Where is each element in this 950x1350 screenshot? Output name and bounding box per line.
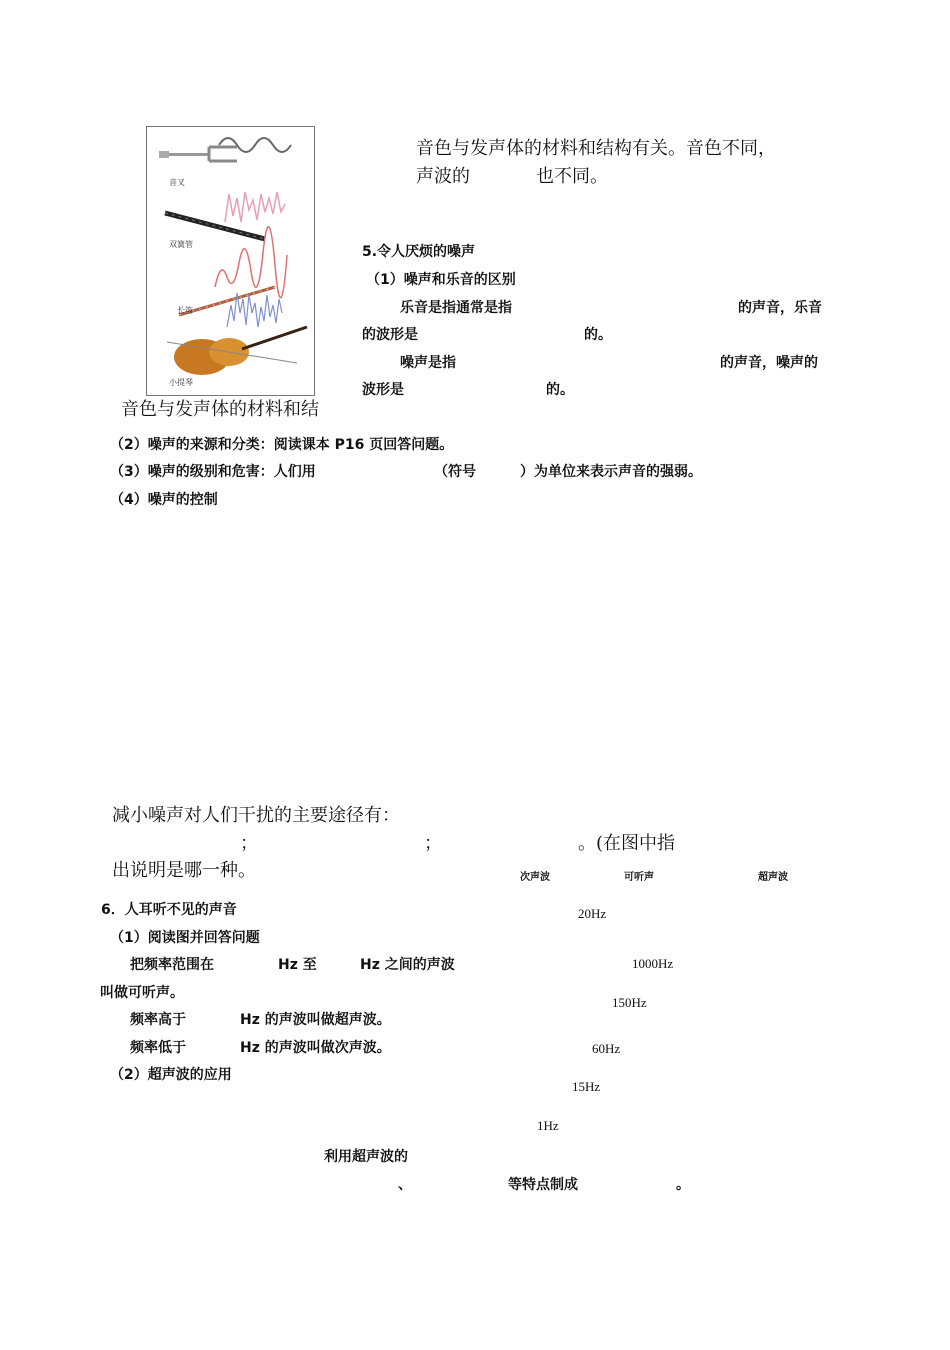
ultrasound-def-a: 频率高于 (130, 1012, 186, 1028)
freq-label-60hz: 60Hz (592, 1041, 621, 1056)
ultrasound-use-b: 等特点制成 (508, 1177, 578, 1193)
noise-waveform-a: 波形是 (362, 382, 404, 398)
fig-label-oboe: 双簧管 (169, 240, 193, 249)
oboe-icon (165, 213, 265, 239)
tuning-fork-icon (159, 147, 237, 161)
freq-label-1hz: 1Hz (537, 1118, 559, 1133)
fig-label-flute: 长笛 (177, 306, 193, 315)
music-waveform-b: 的。 (584, 327, 612, 343)
ultrasound-use-comma: 、 (398, 1177, 412, 1193)
section-5-sub-3b: （符号 (434, 464, 476, 480)
violin-icon (167, 327, 307, 375)
freq-label-15hz: 15Hz (572, 1079, 601, 1094)
noise-definition-a: 噪声是指 (400, 355, 456, 371)
semicolon-2: ； (424, 833, 442, 854)
music-definition-a: 乐音是指通常是指 (400, 300, 512, 316)
infrasound-def-a: 频率低于 (130, 1040, 186, 1056)
audible-range-c: Hz 之间的声波 (360, 957, 455, 973)
section-6-title: 6．人耳听不见的声音 (101, 902, 237, 918)
section-5-sub-4: （4）噪声的控制 (110, 492, 218, 508)
freq-label-150hz: 150Hz (612, 995, 647, 1010)
ultrasound-use-a: 利用超声波的 (324, 1149, 408, 1165)
music-waveform-a: 的波形是 (362, 327, 418, 343)
music-definition-b: 的声音，乐音 (738, 300, 822, 316)
section-6-sub-1: （1）阅读图并回答问题 (110, 930, 260, 946)
intro-line-2b: 也不同。 (536, 166, 608, 187)
timbre-figure (146, 126, 315, 396)
header-infrasound: 次声波 (520, 872, 550, 883)
reduce-noise-text: 减小噪声对人们干扰的主要途径有： (112, 805, 400, 826)
noise-waveform-b: 的。 (546, 382, 574, 398)
fig-label-tuning-fork: 音叉 (169, 178, 185, 187)
fig-label-violin: 小提琴 (169, 378, 193, 387)
ultrasound-def-b: Hz 的声波叫做超声波。 (240, 1012, 391, 1028)
ultrasound-use-end: 。 (676, 1177, 690, 1193)
audible-range-d: 叫做可听声。 (100, 985, 184, 1001)
intro-line-2a: 声波的 (416, 166, 470, 187)
figure-caption: 音色与发声体的材料和结 (121, 399, 319, 420)
header-ultrasound: 超声波 (758, 872, 788, 883)
section-5-sub-2: （2）噪声的来源和分类：阅读课本 P16 页回答问题。 (110, 437, 454, 453)
section-5-sub-1: （1）噪声和乐音的区别 (366, 272, 516, 288)
section-6-sub-2: （2）超声波的应用 (110, 1067, 232, 1083)
freq-label-20hz: 20Hz (578, 906, 607, 921)
intro-line-1: 音色与发声体的材料和结构有关。音色不同， (416, 138, 776, 159)
section-5-sub-3a: （3）噪声的级别和危害：人们用 (110, 464, 316, 480)
audible-range-b: Hz 至 (278, 957, 317, 973)
infrasound-def-b: Hz 的声波叫做次声波。 (240, 1040, 391, 1056)
section-5-sub-3c: ）为单位来表示声音的强弱。 (520, 464, 702, 480)
noise-definition-b: 的声音，噪声的 (720, 355, 818, 371)
instrument-waveform-illustration (147, 127, 314, 395)
figure-note-b: 出说明是哪一种。 (112, 860, 256, 881)
header-audible: 可听声 (624, 872, 654, 883)
freq-label-1000hz: 1000Hz (632, 956, 674, 971)
audible-range-a: 把频率范围在 (130, 957, 214, 973)
semicolon-1: ； (240, 833, 258, 854)
section-5-title: 5.令人厌烦的噪声 (362, 244, 476, 260)
figure-note-a: 。(在图中指 (578, 833, 676, 854)
